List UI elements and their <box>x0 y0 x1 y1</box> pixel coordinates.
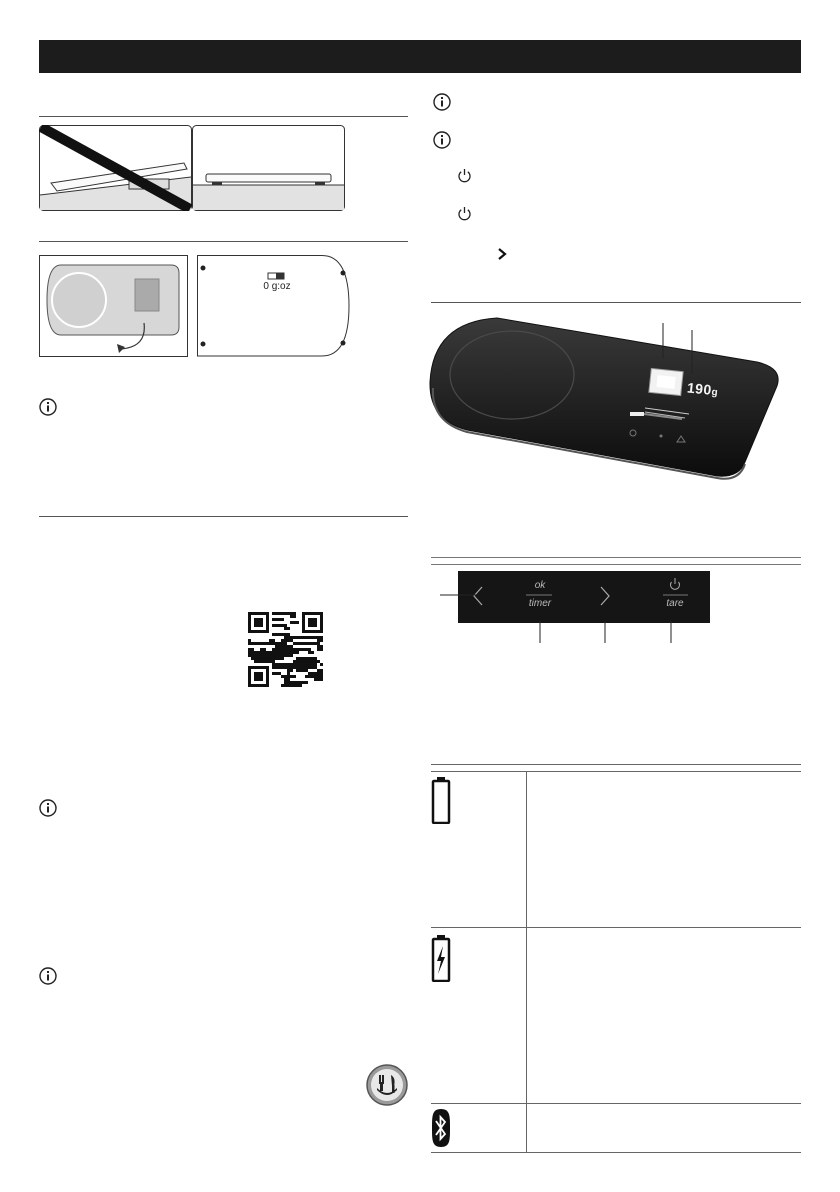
display-weight-unit: g <box>710 386 719 399</box>
section-rule <box>431 564 801 565</box>
table-column-divider <box>526 771 527 1152</box>
bluetooth-icon <box>431 1108 451 1148</box>
info-circle-icon <box>433 131 451 154</box>
chevron-right-icon <box>497 247 507 265</box>
figure-scale-rotate <box>39 255 188 357</box>
control-panel-callouts <box>430 585 730 645</box>
table-rule <box>431 764 801 765</box>
section-rule <box>431 557 801 558</box>
section-rule <box>39 516 408 517</box>
header-bar <box>39 40 801 73</box>
table-rule <box>431 771 801 772</box>
info-circle-icon <box>39 799 57 822</box>
battery-low-icon <box>431 776 451 824</box>
table-rule <box>431 927 801 928</box>
ok-label: ok <box>534 580 546 591</box>
section-rule <box>39 116 408 117</box>
info-circle-icon <box>39 967 57 990</box>
kitchen-app-icon <box>366 1064 408 1106</box>
power-icon <box>457 206 472 226</box>
table-rule <box>431 1103 801 1104</box>
section-rule <box>431 302 801 303</box>
qr-code[interactable] <box>248 612 323 687</box>
display-weight <box>686 379 719 398</box>
unit-switch-label: 0 g:oz <box>263 281 291 292</box>
display-weight-value: 190 <box>686 379 713 398</box>
battery-charging-icon <box>431 934 451 982</box>
figure-scale-bottom <box>197 255 350 357</box>
figure-wrong-placement <box>39 125 192 211</box>
figure-correct-placement <box>192 125 345 211</box>
section-rule <box>39 241 408 242</box>
timer-label: timer <box>528 598 552 609</box>
info-circle-icon <box>39 398 57 421</box>
info-circle-icon <box>433 93 451 116</box>
table-rule <box>431 1152 801 1153</box>
power-icon <box>457 168 472 188</box>
tare-label: tare <box>666 598 684 609</box>
scale-product-image <box>427 312 785 484</box>
